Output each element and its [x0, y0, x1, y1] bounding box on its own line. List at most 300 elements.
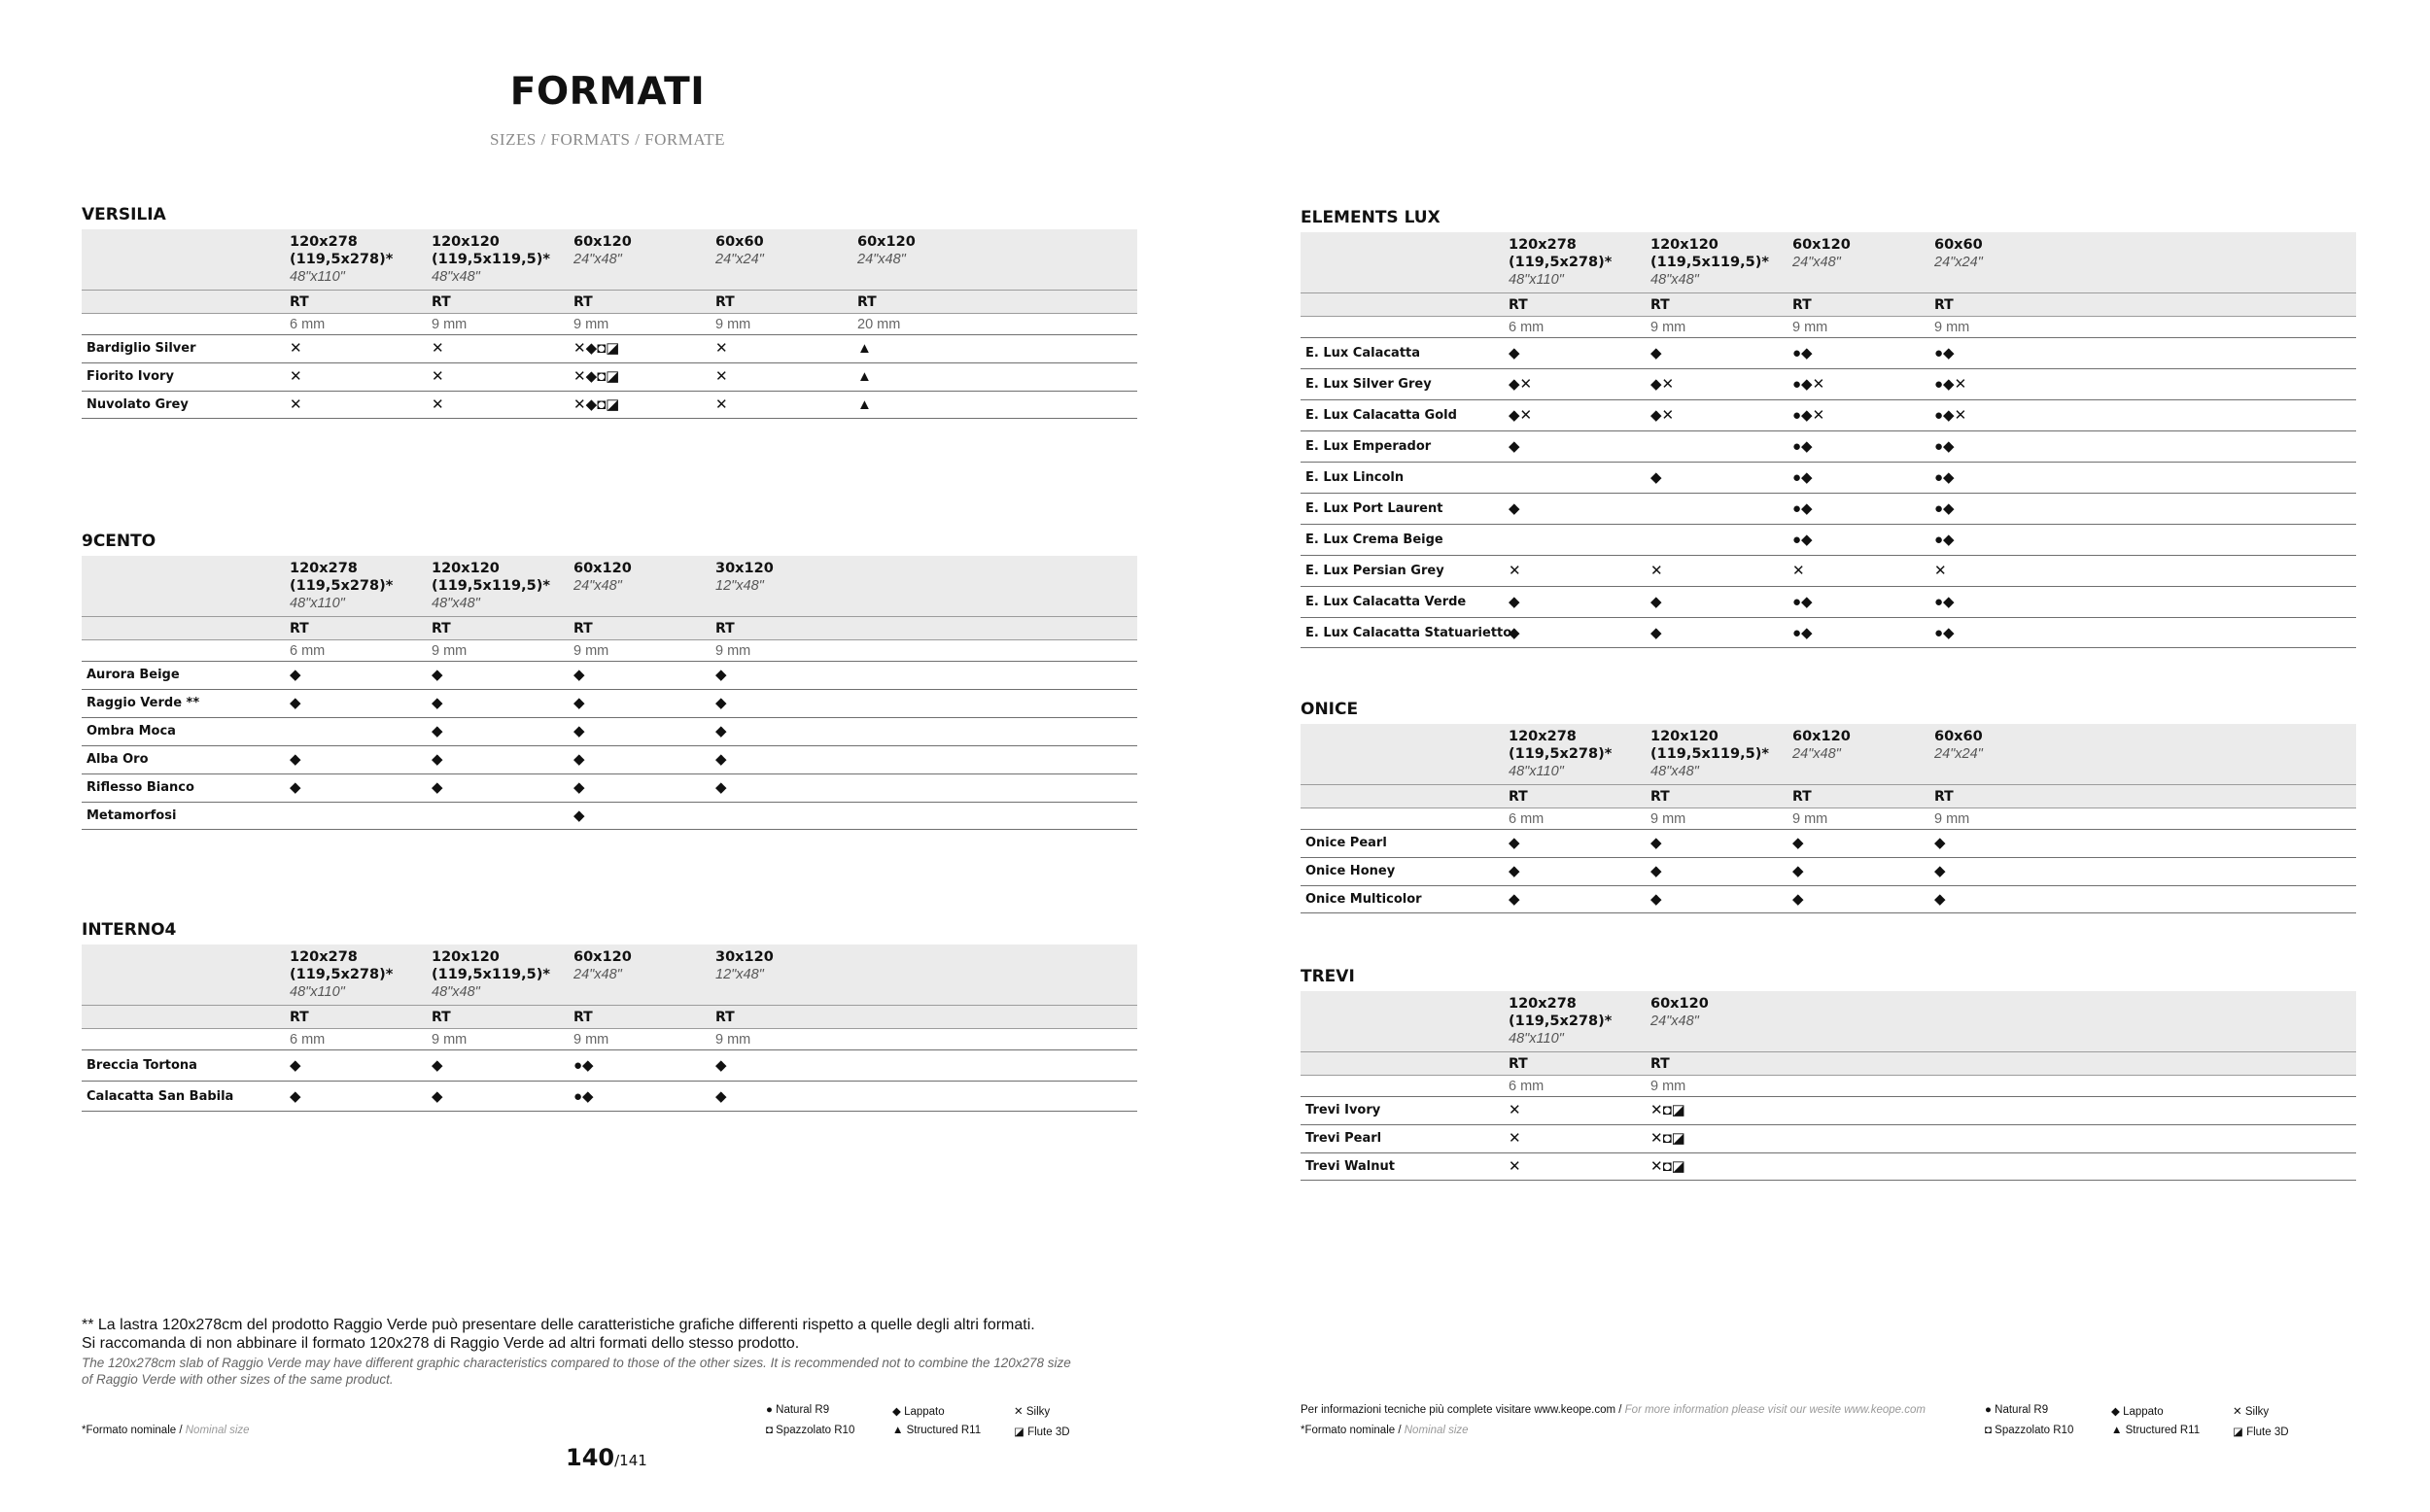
legend-label: Structured R11 [906, 1425, 982, 1436]
legend-label: Flute 3D [1027, 1426, 1070, 1438]
format-inches: 48"x110" [290, 596, 345, 611]
format-nominal: (119,5x278)* [1509, 1014, 1613, 1029]
spec-table [1301, 232, 2356, 648]
availability-mark: ◆ [573, 667, 585, 683]
finish-cell: RT [857, 294, 877, 310]
legend-label: Lappato [2123, 1406, 2164, 1418]
note-it-line-2: Si raccomanda di non abbinare il formato 120x278 di Raggio Verde ad altri formati dello stesso prodotto. [82, 1335, 800, 1352]
availability-mark: ●◆ [573, 1088, 594, 1105]
product-row [1301, 586, 2356, 617]
format-nominal: (119,5x278)* [1509, 255, 1613, 270]
format-column [573, 948, 632, 983]
availability-mark: ◆ [1934, 835, 1946, 851]
finish-cell: RT [573, 621, 593, 636]
format-column [857, 233, 916, 268]
thickness-cell: 9 mm [715, 1032, 751, 1048]
availability-mark: ●◆✕ [1792, 376, 1825, 393]
availability-mark: ✕◆◘◪ [573, 340, 620, 357]
format-size: 120x278 [290, 561, 358, 576]
format-size: 60x120 [573, 561, 632, 576]
availability-mark: ✕◆◘◪ [573, 368, 620, 385]
format-size: 60x120 [573, 949, 632, 965]
nominal-size-note-right [1301, 1425, 1469, 1436]
availability-mark: ◆ [715, 779, 727, 796]
product-name: E. Lux Calacatta Gold [1305, 408, 1457, 423]
product-name: E. Lux Calacatta Verde [1305, 595, 1467, 609]
product-name: Onice Multicolor [1305, 892, 1422, 907]
availability-mark: ✕◘◪ [1650, 1102, 1685, 1118]
finish-cell: RT [1650, 789, 1670, 805]
format-size: 60x60 [1934, 729, 1983, 744]
format-nominal: (119,5x119,5)* [1650, 255, 1769, 270]
format-column [715, 233, 764, 268]
product-row [1301, 430, 2356, 462]
format-inches: 48"x110" [290, 984, 345, 1000]
product-name: Bardiglio Silver [87, 341, 196, 356]
thickness-cell: 6 mm [290, 1032, 326, 1048]
product-name: Alba Oro [87, 752, 149, 767]
format-header [82, 945, 1137, 1005]
thickness-cell: 6 mm [1509, 320, 1545, 335]
format-inches: 12"x48" [715, 578, 764, 594]
thickness-cell: 6 mm [290, 643, 326, 659]
availability-mark: ◆ [1650, 345, 1662, 361]
format-header [1301, 991, 2356, 1051]
format-column [1509, 995, 1612, 1048]
availability-mark: ◆ [432, 723, 443, 739]
finish-row [82, 290, 1137, 313]
section-title: ELEMENTS LUX [1301, 208, 1441, 227]
availability-mark: ●◆✕ [1934, 376, 1967, 393]
finish-cell: RT [1509, 297, 1528, 313]
format-inches: 24"x48" [573, 252, 622, 267]
format-column [290, 948, 393, 1001]
product-name: E. Lux Lincoln [1305, 470, 1405, 485]
availability-mark: ●◆✕ [1792, 407, 1825, 424]
product-row [1301, 462, 2356, 493]
product-name: E. Lux Calacatta Statuarietto [1305, 626, 1512, 640]
product-name: E. Lux Silver Grey [1305, 377, 1432, 392]
finish-row [1301, 784, 2356, 808]
availability-mark: ●◆ [1792, 594, 1813, 610]
product-row [1301, 524, 2356, 555]
availability-mark: ◆ [432, 779, 443, 796]
nominal-en: Nominal size [1404, 1425, 1469, 1436]
format-size: 120x120 [1650, 237, 1718, 253]
note-en-line-2: of Raggio Verde with other sizes of the same product. [82, 1372, 394, 1387]
legend-symbol-icon: ✕ [1014, 1406, 1024, 1418]
format-inches: 24"x48" [1650, 1014, 1699, 1029]
availability-mark: ✕ [290, 396, 302, 413]
format-size: 120x120 [432, 561, 500, 576]
availability-mark: ◆ [1509, 438, 1520, 455]
availability-mark: ◆ [1934, 863, 1946, 879]
format-inches: 24"x24" [1934, 746, 1983, 762]
section-title: INTERNO4 [82, 920, 177, 940]
availability-mark: ◆✕ [1650, 376, 1675, 393]
finish-cell: RT [1934, 297, 1954, 313]
page-total: /141 [614, 1452, 647, 1469]
spec-table [82, 945, 1137, 1112]
nominal-size-note-left [82, 1425, 250, 1436]
availability-mark: ◆ [1509, 863, 1520, 879]
product-name: Calacatta San Babila [87, 1089, 234, 1104]
product-row [82, 717, 1137, 745]
format-column [290, 233, 393, 286]
finish-cell: RT [1650, 297, 1670, 313]
note-en [82, 1355, 1151, 1388]
availability-mark: ✕◘◪ [1650, 1130, 1685, 1147]
format-size: 120x120 [432, 949, 500, 965]
info-it: Per informazioni tecniche più complete visitare www.keope.com / [1301, 1404, 1625, 1416]
availability-mark: ◆ [573, 808, 585, 824]
availability-mark: ◆ [1650, 594, 1662, 610]
availability-mark: ◆✕ [1509, 376, 1533, 393]
thickness-cell: 6 mm [1509, 811, 1545, 827]
format-size: 120x278 [290, 234, 358, 250]
availability-mark: ✕ [1509, 1130, 1521, 1147]
format-size: 30x120 [715, 949, 774, 965]
format-size: 120x278 [290, 949, 358, 965]
availability-mark: ◆ [1792, 835, 1804, 851]
availability-mark: ◆ [1650, 625, 1662, 641]
nominal-it: *Formato nominale / [82, 1425, 186, 1436]
thickness-row [1301, 316, 2356, 337]
product-row [1301, 885, 2356, 913]
format-inches: 48"x48" [1650, 272, 1699, 288]
format-column [715, 560, 774, 595]
note-it-line-1: ** La lastra 120x278cm del prodotto Raggio Verde può presentare delle caratteristiche grafiche differenti rispetto a quelle degli altri formati. [82, 1317, 1035, 1333]
availability-mark: ◆ [1509, 891, 1520, 908]
availability-mark: ◆ [290, 667, 301, 683]
product-name: E. Lux Persian Grey [1305, 564, 1444, 578]
finish-cell: RT [1792, 789, 1812, 805]
availability-mark: ▲ [857, 340, 872, 357]
availability-mark: ◆ [1650, 863, 1662, 879]
format-size: 60x60 [715, 234, 764, 250]
section-onice [1301, 699, 2356, 913]
format-nominal: (119,5x119,5)* [432, 252, 550, 267]
format-column [432, 233, 550, 286]
product-name: E. Lux Emperador [1305, 439, 1432, 454]
legend-item [766, 1404, 829, 1416]
availability-mark: ◆ [573, 751, 585, 768]
availability-mark: ◆ [715, 723, 727, 739]
availability-mark: ◆ [432, 695, 443, 711]
availability-mark: ●◆ [1934, 594, 1955, 610]
legend-symbol-icon: ● [766, 1404, 773, 1416]
footnotes [82, 1316, 1151, 1388]
format-nominal: (119,5x119,5)* [432, 578, 550, 594]
product-row [1301, 1124, 2356, 1152]
thickness-cell: 6 mm [290, 317, 326, 332]
product-row [1301, 617, 2356, 648]
format-size: 120x278 [1509, 729, 1577, 744]
thickness-cell: 9 mm [715, 643, 751, 659]
format-size: 120x120 [1650, 729, 1718, 744]
product-name: Metamorfosi [87, 808, 177, 823]
product-name: Ombra Moca [87, 724, 176, 739]
format-size: 120x120 [432, 234, 500, 250]
availability-mark: ✕ [715, 340, 728, 357]
availability-mark: ◆ [715, 667, 727, 683]
product-name: Riflesso Bianco [87, 780, 194, 795]
product-name: Onice Honey [1305, 864, 1396, 878]
legend-item [1985, 1425, 2073, 1436]
legend-symbol-icon: ◘ [766, 1425, 773, 1436]
format-inches: 48"x110" [1509, 764, 1564, 779]
product-row [82, 1049, 1137, 1081]
thickness-cell: 9 mm [1792, 320, 1828, 335]
legend-item [1985, 1404, 2048, 1416]
section-title: 9CENTO [82, 532, 156, 551]
product-row [82, 802, 1137, 830]
product-row [1301, 555, 2356, 586]
product-row [1301, 399, 2356, 430]
product-name: Breccia Tortona [87, 1058, 197, 1073]
format-size: 60x120 [857, 234, 916, 250]
product-row [1301, 829, 2356, 857]
format-nominal: (119,5x278)* [1509, 746, 1613, 762]
format-inches: 48"x48" [432, 984, 480, 1000]
format-column [1792, 728, 1851, 763]
format-inches: 12"x48" [715, 967, 764, 982]
format-column [1509, 236, 1612, 289]
format-inches: 24"x48" [573, 967, 622, 982]
availability-mark: ◆ [290, 779, 301, 796]
format-nominal: (119,5x278)* [290, 578, 394, 594]
format-column [1650, 236, 1769, 289]
availability-mark: ●◆ [1934, 345, 1955, 361]
finish-cell: RT [432, 621, 451, 636]
legend-symbol-icon: ◪ [2233, 1426, 2243, 1438]
finish-cell: RT [432, 1010, 451, 1025]
availability-mark: ◆ [1934, 891, 1946, 908]
thickness-cell: 9 mm [1934, 320, 1970, 335]
format-column [1934, 236, 1983, 271]
spec-table [1301, 724, 2356, 913]
legend-symbol-icon: ✕ [2233, 1406, 2242, 1418]
finish-cell: RT [573, 294, 593, 310]
product-row [82, 773, 1137, 802]
nominal-en: Nominal size [185, 1425, 250, 1436]
format-size: 60x60 [1934, 237, 1983, 253]
format-inches: 24"x24" [1934, 255, 1983, 270]
thickness-cell: 9 mm [573, 317, 609, 332]
format-size: 60x120 [1792, 729, 1851, 744]
availability-mark: ✕ [1650, 563, 1663, 579]
availability-mark: ◆ [715, 1057, 727, 1074]
product-row [1301, 337, 2356, 368]
product-row [82, 745, 1137, 773]
info-note [1301, 1404, 1926, 1416]
availability-mark: ●◆ [1792, 345, 1813, 361]
legend-label: Natural R9 [1995, 1404, 2049, 1416]
format-inches: 24"x48" [1792, 255, 1841, 270]
thickness-row [82, 1028, 1137, 1049]
availability-mark: ◆ [573, 695, 585, 711]
availability-mark: ●◆ [1792, 438, 1813, 455]
format-column [1650, 728, 1769, 780]
page-number [566, 1444, 647, 1471]
finish-row [82, 1005, 1137, 1028]
legend-item [1014, 1404, 1050, 1418]
product-name: E. Lux Calacatta [1305, 346, 1421, 361]
product-name: Nuvolato Grey [87, 397, 189, 412]
availability-mark: ◆ [1650, 891, 1662, 908]
availability-mark: ◆ [1509, 345, 1520, 361]
availability-mark: ◆ [715, 1088, 727, 1105]
format-inches: 48"x110" [1509, 272, 1564, 288]
note-en-line-1: The 120x278cm slab of Raggio Verde may have different graphic characteristics compared to those of the other sizes. It is recommended not to combine the 120x278 size [82, 1356, 1071, 1370]
product-name: Fiorito Ivory [87, 369, 174, 384]
legend-item [892, 1404, 945, 1418]
thickness-cell: 9 mm [432, 1032, 468, 1048]
availability-mark: ✕ [1509, 1158, 1521, 1175]
format-inches: 24"x24" [715, 252, 764, 267]
legend-label: Lappato [904, 1406, 945, 1418]
finish-cell: RT [432, 294, 451, 310]
legend-item [2111, 1404, 2164, 1418]
finish-cell: RT [715, 621, 735, 636]
legend-item [2233, 1425, 2289, 1438]
product-row [82, 334, 1137, 362]
product-name: Trevi Ivory [1305, 1103, 1381, 1117]
format-size: 30x120 [715, 561, 774, 576]
product-row [1301, 368, 2356, 399]
section-interno4 [82, 919, 1137, 1112]
availability-mark: ●◆ [1934, 532, 1955, 548]
availability-mark: ●◆ [1792, 500, 1813, 517]
thickness-cell: 9 mm [573, 1032, 609, 1048]
legend-symbol-icon: ● [1985, 1404, 1992, 1416]
legend-item [892, 1425, 981, 1436]
format-inches: 48"x48" [432, 269, 480, 285]
thickness-cell: 9 mm [1934, 811, 1970, 827]
product-name: Aurora Beige [87, 668, 180, 682]
format-inches: 48"x110" [290, 269, 345, 285]
legend-item [766, 1425, 854, 1436]
availability-mark: ✕ [432, 396, 444, 413]
thickness-cell: 6 mm [1509, 1079, 1545, 1094]
availability-mark: ◆ [573, 723, 585, 739]
legend-label: Spazzolato R10 [776, 1425, 855, 1436]
product-row [1301, 493, 2356, 524]
format-inches: 48"x48" [432, 596, 480, 611]
availability-mark: ◆✕ [1509, 407, 1533, 424]
product-name: E. Lux Crema Beige [1305, 533, 1443, 547]
availability-mark: ✕ [432, 368, 444, 385]
availability-mark: ◆ [1792, 891, 1804, 908]
availability-mark: ●◆ [1792, 469, 1813, 486]
availability-mark: ◆ [290, 1057, 301, 1074]
page-subtitle: SIZES / FORMATS / FORMATE [489, 130, 726, 149]
product-row [82, 362, 1137, 391]
legend-item [2233, 1404, 2269, 1418]
format-nominal: (119,5x278)* [290, 967, 394, 982]
legend-symbol-icon: ◆ [2111, 1406, 2120, 1418]
format-size: 60x120 [573, 234, 632, 250]
availability-mark: ◆ [715, 751, 727, 768]
availability-mark: ✕ [715, 396, 728, 413]
section-title: VERSILIA [82, 205, 166, 224]
thickness-cell: 9 mm [432, 317, 468, 332]
availability-mark: ●◆ [1792, 625, 1813, 641]
format-inches: 24"x48" [1792, 746, 1841, 762]
availability-mark: ◆ [1509, 625, 1520, 641]
format-nominal: (119,5x278)* [290, 252, 394, 267]
thickness-cell: 9 mm [573, 643, 609, 659]
format-column [1650, 995, 1709, 1030]
availability-mark: ◆✕ [1650, 407, 1675, 424]
legend-label: Natural R9 [776, 1404, 830, 1416]
format-column [1509, 728, 1612, 780]
finish-row [1301, 1051, 2356, 1075]
section-title: ONICE [1301, 700, 1359, 719]
spec-table [82, 556, 1137, 830]
legend-left [766, 1404, 1096, 1443]
availability-mark: ◆ [1509, 500, 1520, 517]
format-column [432, 948, 550, 1001]
finish-cell: RT [573, 1010, 593, 1025]
availability-mark: ▲ [857, 368, 872, 385]
thickness-row [1301, 808, 2356, 829]
legend-item [1014, 1425, 1070, 1438]
availability-mark: ●◆ [1934, 500, 1955, 517]
legend-label: Silky [2244, 1406, 2270, 1418]
product-name: Trevi Walnut [1305, 1159, 1395, 1174]
availability-mark: ◆ [290, 695, 301, 711]
finish-row [1301, 292, 2356, 316]
product-name: Trevi Pearl [1305, 1131, 1382, 1146]
finish-cell: RT [290, 1010, 309, 1025]
legend-label: Flute 3D [2246, 1426, 2289, 1438]
format-column [432, 560, 550, 612]
format-inches: 48"x110" [1509, 1031, 1564, 1047]
format-size: 120x278 [1509, 237, 1577, 253]
availability-mark: ▲ [857, 396, 872, 413]
format-size: 60x120 [1792, 237, 1851, 253]
finish-cell: RT [290, 621, 309, 636]
legend-label: Silky [1025, 1406, 1051, 1418]
availability-mark: ◆ [715, 695, 727, 711]
availability-mark: ◆ [432, 1088, 443, 1105]
info-en: For more information please visit our wesite www.keope.com [1624, 1404, 1926, 1416]
format-inches: 24"x48" [857, 252, 906, 267]
product-row [82, 661, 1137, 689]
finish-cell: RT [1509, 789, 1528, 805]
availability-mark: ◆ [1650, 835, 1662, 851]
spec-table [82, 229, 1137, 419]
availability-mark: ◆ [1650, 469, 1662, 486]
format-header [82, 229, 1137, 290]
product-row [82, 391, 1137, 419]
format-size: 60x120 [1650, 996, 1709, 1012]
page-current: 140 [566, 1444, 615, 1471]
section-versilia [82, 204, 1137, 419]
availability-mark: ✕◘◪ [1650, 1158, 1685, 1175]
finish-cell: RT [1509, 1056, 1528, 1072]
thickness-cell: 9 mm [1792, 811, 1828, 827]
thickness-cell: 9 mm [1650, 811, 1686, 827]
format-column [573, 560, 632, 595]
availability-mark: ✕ [290, 340, 302, 357]
availability-mark: ◆ [1509, 835, 1520, 851]
format-inches: 48"x48" [1650, 764, 1699, 779]
thickness-cell: 9 mm [715, 317, 751, 332]
availability-mark: ◆ [432, 1057, 443, 1074]
section-title: TREVI [1301, 967, 1355, 986]
